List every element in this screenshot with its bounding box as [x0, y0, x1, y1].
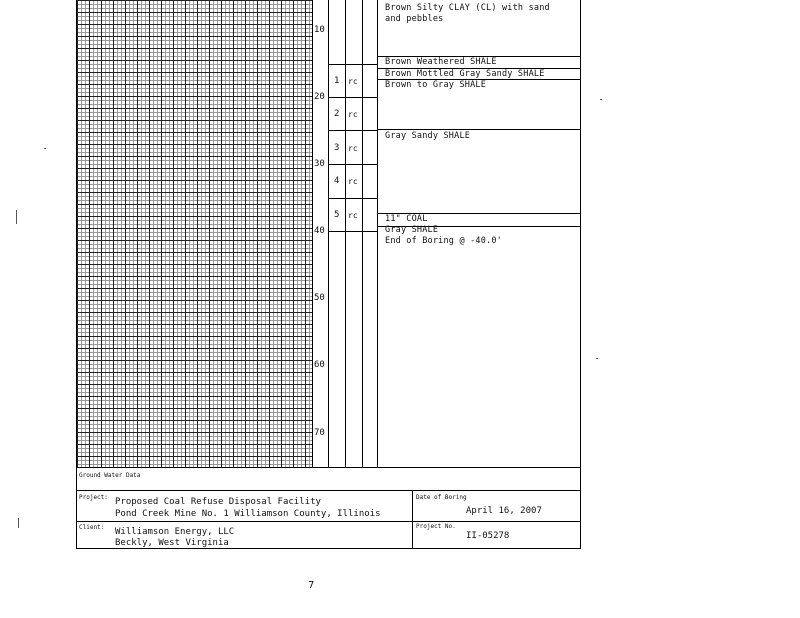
project-line-2: Pond Creek Mine No. 1 Williamson County, Illinois	[115, 509, 381, 519]
sample-boundary	[328, 130, 377, 131]
project-no-label: Project No.	[416, 523, 456, 530]
depth-tick-50: 50	[314, 293, 325, 303]
strata-boundary	[377, 129, 580, 130]
sample-no-border	[345, 0, 346, 467]
footer-top-border	[76, 467, 581, 468]
desc-left-border	[377, 0, 378, 467]
stratum-desc: Brown to Gray SHALE	[385, 80, 487, 90]
page-number: 7	[308, 580, 315, 591]
stratum-desc: Brown Mottled Gray Sandy SHALE	[385, 69, 545, 79]
date-value: April 16, 2007	[466, 506, 542, 516]
project-line-1: Proposed Coal Refuse Disposal Facility	[115, 497, 321, 507]
scan-speck	[18, 518, 19, 528]
client-line-2: Beckly, West Virginia	[115, 538, 229, 548]
footer-left-border	[76, 467, 77, 548]
end-of-boring: End of Boring @ -40.0'	[385, 236, 502, 246]
depth-tick-40: 40	[314, 226, 325, 236]
sample-number: 4	[334, 176, 340, 186]
stratum-desc: Gray SHALE	[385, 225, 439, 235]
log-right-border	[580, 0, 581, 548]
depth-tick-70: 70	[314, 428, 325, 438]
stratum-desc: 11" COAL	[385, 214, 428, 224]
sample-type: rc	[348, 144, 358, 153]
date-label: Date of Boring	[416, 494, 467, 501]
sample-boundary	[328, 198, 377, 199]
footer-bottom-border	[76, 548, 581, 549]
strata-boundary	[345, 231, 377, 232]
sample-boundary	[328, 97, 377, 98]
sample-type: rc	[348, 211, 358, 220]
depth-tick-60: 60	[314, 360, 325, 370]
project-no-value: II-05278	[466, 531, 510, 541]
sample-number: 3	[334, 143, 340, 153]
stratum-desc: Gray Sandy SHALE	[385, 131, 471, 141]
depth-tick-30: 30	[314, 159, 325, 169]
depth-column-border	[328, 0, 329, 467]
sample-number: 1	[334, 76, 340, 86]
stratum-desc-cont: and pebbles	[385, 14, 444, 24]
scan-speck	[44, 148, 46, 149]
sample-boundary	[328, 164, 377, 165]
project-label: Project:	[79, 494, 108, 501]
client-line-1: Williamson Energy, LLC	[115, 527, 235, 537]
client-label: Client:	[79, 524, 105, 531]
sample-number: 5	[334, 210, 340, 220]
footer-col-divider	[412, 490, 413, 548]
scan-speck	[596, 358, 598, 359]
sample-boundary	[328, 64, 377, 65]
footer-divider	[76, 490, 581, 491]
footer-divider	[76, 521, 581, 522]
sample-type: rc	[348, 177, 358, 186]
sample-type-border	[362, 0, 363, 467]
sample-type: rc	[348, 110, 358, 119]
grid-right-border	[312, 0, 313, 467]
sample-number: 2	[334, 109, 340, 119]
stratum-desc: Brown Silty CLAY (CL) with sand	[385, 3, 550, 13]
stratum-desc: Brown Weathered SHALE	[385, 57, 497, 67]
sample-type: rc	[348, 77, 358, 86]
scan-speck	[600, 99, 602, 100]
scan-speck	[16, 210, 17, 224]
graph-grid	[76, 0, 313, 467]
depth-tick-20: 20	[314, 92, 325, 102]
depth-tick-10: 10	[314, 25, 325, 35]
ground-water-label: Ground Water Data	[79, 472, 141, 479]
